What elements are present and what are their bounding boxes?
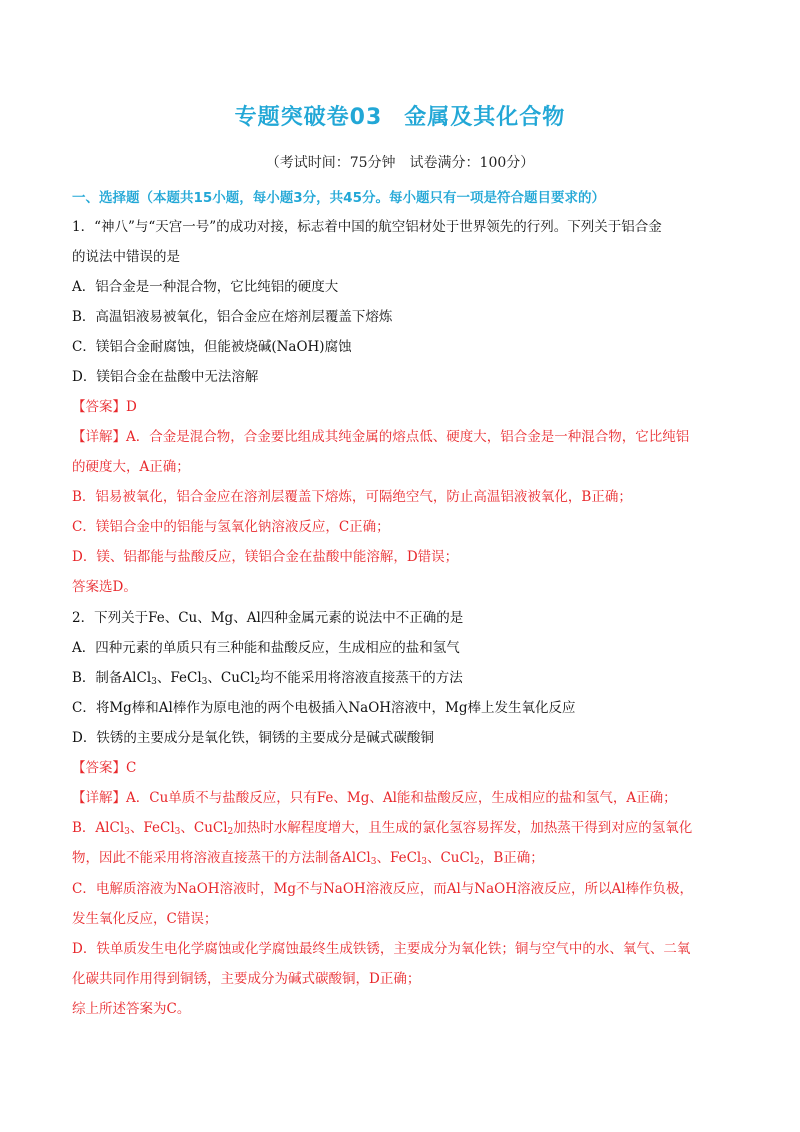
title-part-1: 专题突破卷03 xyxy=(234,105,383,130)
q2-detail-b-line2 xyxy=(72,849,732,867)
subscript: 3 xyxy=(174,827,181,837)
q1-conclusion: 答案选D。 xyxy=(72,579,137,595)
subscript: 2 xyxy=(227,827,234,837)
text-run: ，B正确； xyxy=(479,850,544,866)
text-run: 、FeCl xyxy=(129,820,175,836)
text-run: 、FeCl xyxy=(376,850,422,866)
q1-answer: 【答案】D xyxy=(72,399,137,415)
subscript: 3 xyxy=(151,677,157,687)
q1-option-b: B．高温铝液易被氧化，铝合金应在熔剂层覆盖下熔炼 xyxy=(72,309,393,325)
page-title xyxy=(0,100,800,131)
q2-option-d: D．铁锈的主要成分是氧化铁，铜锈的主要成分是碱式碳酸铜 xyxy=(72,730,434,746)
q2-detail-c-line1: C．电解质溶液为NaOH溶液时，Mg不与NaOH溶液反应，而Al与NaOH溶液反应，所以Al棒作负极， xyxy=(72,881,694,897)
text-run: 、CuCl xyxy=(180,820,228,836)
q1-option-c: C．镁铝合金耐腐蚀，但能被烧碱(NaOH)腐蚀 xyxy=(72,339,352,355)
exam-info: （考试时间：75分钟 试卷满分：100分） xyxy=(265,155,535,171)
q2-conclusion: 综上所述答案为C。 xyxy=(72,1001,191,1017)
text-run: B．制备AlCl xyxy=(72,670,152,686)
title-part-2: 金属及其化合物 xyxy=(404,105,566,130)
q1-stem-line1: 1．“神八”与“天宫一号”的成功对接，标志着中国的航空铝材处于世界领先的行列。下列关于铝合金 xyxy=(72,219,662,235)
q1-stem-line2: 的说法中错误的是 xyxy=(72,249,180,265)
q1-detail-line1: 【详解】A．合金是混合物，合金要比组成其纯金属的熔点低、硬度大，铝合金是一种混合物，它比纯铝 xyxy=(72,429,690,445)
subscript: 2 xyxy=(254,677,261,687)
q2-detail-a: 【详解】A．Cu单质不与盐酸反应，只有Fe、Mg、Al能和盐酸反应，生成相应的盐和氢气，A正确； xyxy=(72,790,677,806)
text-run: 物，因此不能采用将溶液直接蒸干的方法制备AlCl xyxy=(72,850,371,866)
q2-answer: 【答案】C xyxy=(72,760,137,776)
q2-detail-d-line2: 化碳共同作用得到铜锈，主要成分为碱式碳酸铜，D正确； xyxy=(72,971,421,987)
subscript: 3 xyxy=(124,827,130,837)
text-run: 、CuCl xyxy=(426,850,475,866)
text-run: 加热时水解程度增大，且生成的氯化氢容易挥发，加热蒸干得到对应的氢氧化 xyxy=(233,820,693,836)
q2-option-c: C．将Mg棒和Al棒作为原电池的两个电极插入NaOH溶液中，Mg棒上发生氧化反应 xyxy=(72,700,576,716)
q1-detail-line2: 的硬度大，A正确； xyxy=(72,459,190,475)
subscript: 3 xyxy=(201,677,208,687)
q2-detail-d-line1: D．铁单质发生电化学腐蚀或化学腐蚀最终生成铁锈，主要成分为氧化铁；铜与空气中的水、氧气、二氧 xyxy=(72,941,691,957)
q2-option-b xyxy=(72,669,732,687)
text-run: 、FeCl xyxy=(156,670,202,686)
text-run: 均不能采用将溶液直接蒸干的方法 xyxy=(260,670,463,686)
q1-detail-d: D．镁、铝都能与盐酸反应，镁铝合金在盐酸中能溶解，D错误； xyxy=(72,549,459,565)
q1-option-a: A．铝合金是一种混合物，它比纯铝的硬度大 xyxy=(72,279,339,295)
q2-detail-b-line1 xyxy=(72,819,732,837)
q1-detail-c: C．镁铝合金中的铝能与氢氧化钠溶液反应，C正确； xyxy=(72,519,390,535)
q2-option-a: A．四种元素的单质只有三种能和盐酸反应，生成相应的盐和氢气 xyxy=(72,640,460,656)
q1-option-d: D．镁铝合金在盐酸中无法溶解 xyxy=(72,369,259,385)
subscript: 3 xyxy=(370,857,377,867)
subscript: 3 xyxy=(421,857,427,867)
text-run: 、CuCl xyxy=(207,670,255,686)
subscript: 2 xyxy=(474,857,480,867)
q2-stem: 2．下列关于Fe、Cu、Mg、Al四种金属元素的说法中不正确的是 xyxy=(72,610,464,626)
text-run: B．AlCl xyxy=(72,820,125,836)
q1-detail-b: B．铝易被氧化，铝合金应在溶剂层覆盖下熔炼，可隔绝空气，防止高温铝液被氧化，B正确； xyxy=(72,489,632,505)
q2-detail-c-line2: 发生氧化反应，C错误； xyxy=(72,911,218,927)
section-heading: 一、选择题（本题共15小题，每小题3分，共45分。每小题只有一项是符合题目要求的） xyxy=(72,190,605,206)
